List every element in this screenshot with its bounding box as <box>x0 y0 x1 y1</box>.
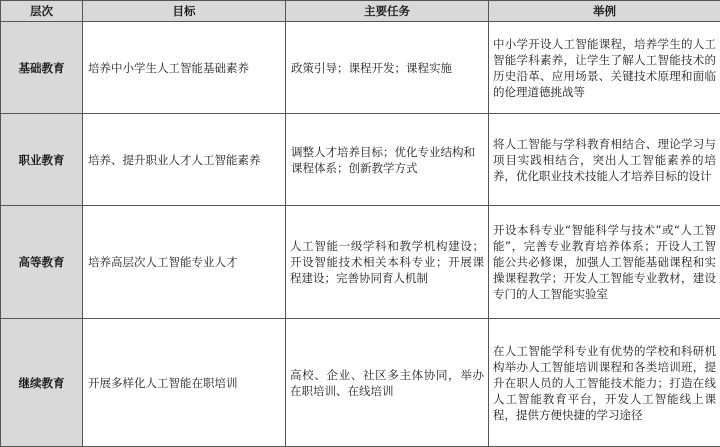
tasks-cell: 政策引导；课程开发；课程实施 <box>286 22 489 114</box>
level-cell: 继续教育 <box>1 319 83 447</box>
level-cell: 职业教育 <box>1 114 83 206</box>
example-cell: 开设本科专业“智能科学与技术”或“人工智能”，完善专业教育培养体系；开设人工智能公共必修课，加强人工智能基础课程和实操课程教学；开发人工智能专业教材，建设专门的人工智能实验室 <box>489 206 720 319</box>
level-cell: 高等教育 <box>1 206 83 319</box>
example-cell: 将人工智能与学科教育相结合、理论学习与项目实践相结合，突出人工智能素养的培养，优化职业技术技能人才培养目标的设计 <box>489 114 720 206</box>
goal-cell: 开展多样化人工智能在职培训 <box>83 319 286 447</box>
tasks-cell: 调整人才培养目标；优化专业结构和课程体系；创新教学方式 <box>286 114 489 206</box>
table-row-continuing-education <box>1 319 720 447</box>
table-row-higher-education <box>1 206 720 319</box>
example-cell: 中小学开设人工智能课程，培养学生的人工智能学科素养，让学生了解人工智能技术的历史沿革、应用场景、关键技术原理和面临的伦理道德挑战等 <box>489 22 720 114</box>
example-cell: 在人工智能学科专业有优势的学校和科研机构举办人工智能培训课程和各类培训班，提升在职人员的人工智能技术能力；打造在线人工智能教育平台，开发人工智能线上课程，提供方便快捷的学习途径 <box>489 319 720 447</box>
level-cell: 基础教育 <box>1 22 83 114</box>
tasks-cell: 高校、企业、社区多主体协同，举办在职培训、在线培训 <box>286 319 489 447</box>
header-goal: 目标 <box>83 1 286 22</box>
header-example: 举例 <box>489 1 720 22</box>
goal-cell: 培养中小学生人工智能基础素养 <box>83 22 286 114</box>
goal-cell: 培养高层次人工智能专业人才 <box>83 206 286 319</box>
table-row-basic-education <box>1 22 720 114</box>
header-tasks: 主要任务 <box>286 1 489 22</box>
table-row-vocational-education <box>1 114 720 206</box>
table-header-row <box>1 1 720 22</box>
goal-cell: 培养、提升职业人才人工智能素养 <box>83 114 286 206</box>
tasks-cell: 人工智能一级学科和教学机构建设；开设智能技术相关本科专业；开展课程建设；完善协同育人机制 <box>286 206 489 319</box>
header-level: 层次 <box>1 1 83 22</box>
